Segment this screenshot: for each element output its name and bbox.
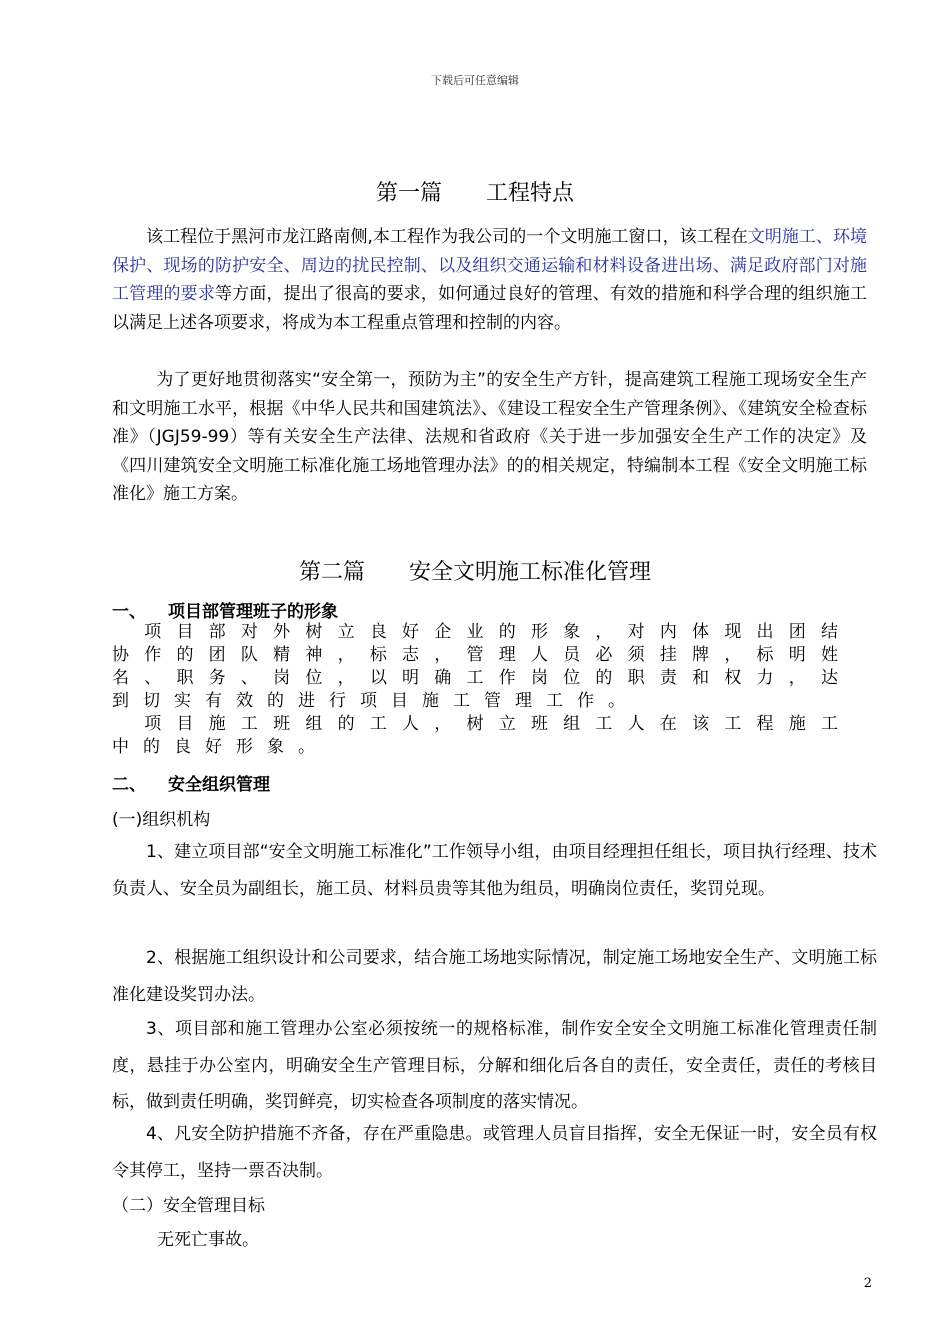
part2-title-text: 安全文明施工标准化管理 bbox=[409, 560, 652, 585]
part2-title-number: 第二篇 bbox=[298, 560, 365, 585]
item-1: 1、建立项目部“安全文明施工标准化”工作领导小组，由项目经理担任组长，项目执行经理、技术负责人、安全员为副组长，施工员、材料员贵等其他为组员，明确岗位责任，奖罚兑现。 bbox=[112, 842, 877, 899]
item-3: 3、项目部和施工管理办公室必须按统一的规格标准，制作安全安全文明施工标准化管理责任制度，悬挂于办公室内，明确安全生产管理目标，分解和细化后各自的责任，安全责任，责任的考核目标，做到责任明确，奖罚鲜亮，切实检查各项制度的落实情况。 bbox=[112, 1019, 877, 1112]
page-number: 2 bbox=[863, 1276, 872, 1291]
item-2: 2、根据施工组织设计和公司要求，结合施工场地实际情况，制定施工场地安全生产、文明施工标准化建设奖罚办法。 bbox=[112, 948, 877, 1005]
subsection-1-heading: (一)组织机构 bbox=[112, 810, 211, 830]
part1-title-number: 第一篇 bbox=[375, 181, 442, 206]
part1-title-text: 工程特点 bbox=[486, 181, 575, 206]
section-1-number: 一、 bbox=[112, 602, 146, 622]
part1-paragraph-2: 为了更好地贯彻落实“安全第一，预防为主”的安全生产方针，提高建筑工程施工现场安全生产和文明施工水平，根据《中华人民共和国建筑法》、《建设工程安全生产管理条例》、《建筑安全检查标准》（JGJ59-99）等有关安全生产法律、法规和省政府《关于进一步加强安全生产工作的决定》及《四川建筑安全文明施工标准化施工场地管理办法》的的相关规定，特编制本工程《安全文明施工标准化》施工方案。 bbox=[112, 370, 867, 504]
section-1-heading bbox=[112, 597, 338, 622]
section-2-number: 二、 bbox=[112, 775, 146, 795]
p1-highlight-text: 文明施工、环境保护、现场的防护安全、周边的扰民控制、以及组织交通运输和材料设备进出场、满足政府部门对施工管理的要求 bbox=[112, 227, 868, 304]
part2-title bbox=[0, 555, 950, 586]
section-1-paragraph-2: 项目施工班组的工人，树立班组工人在该工程施工中的良好形象。 bbox=[112, 714, 852, 757]
subsection-2-heading: （二）安全管理目标 bbox=[112, 1196, 265, 1216]
safety-goal: 无死亡事故。 bbox=[157, 1230, 259, 1250]
p1-text-a: 该工程位于黑河市龙江路南侧,本工程作为我公司的一个文明施工窗口，该工程在 bbox=[146, 227, 748, 247]
part1-title bbox=[0, 176, 950, 207]
header-note: 下载后可任意编辑 bbox=[431, 74, 519, 87]
section-2-heading bbox=[112, 770, 270, 795]
section-1-title: 项目部管理班子的形象 bbox=[168, 602, 338, 622]
section-1-paragraph-1: 项目部对外树立良好企业的形象，对内体现出团结协作的团队精神，标志，管理人员必须挂牌，标明姓名、职务、岗位，以明确工作岗位的职责和权力，达到切实有效的进行项目施工管理工作。 bbox=[112, 622, 852, 711]
part1-paragraph-1 bbox=[112, 223, 867, 337]
section-2-title: 安全组织管理 bbox=[168, 775, 270, 795]
item-4: 4、凡安全防护措施不齐备，存在严重隐患。或管理人员盲目指挥，安全无保证一时，安全员有权令其停工，坚持一票否决制。 bbox=[112, 1124, 877, 1181]
p1-text-b: 等方面，提出了很高的要求，如何通过良好的管理、有效的措施和科学合理的组织施工以满足上述各项要求，将成为本工程重点管理和控制的内容。 bbox=[112, 284, 868, 333]
